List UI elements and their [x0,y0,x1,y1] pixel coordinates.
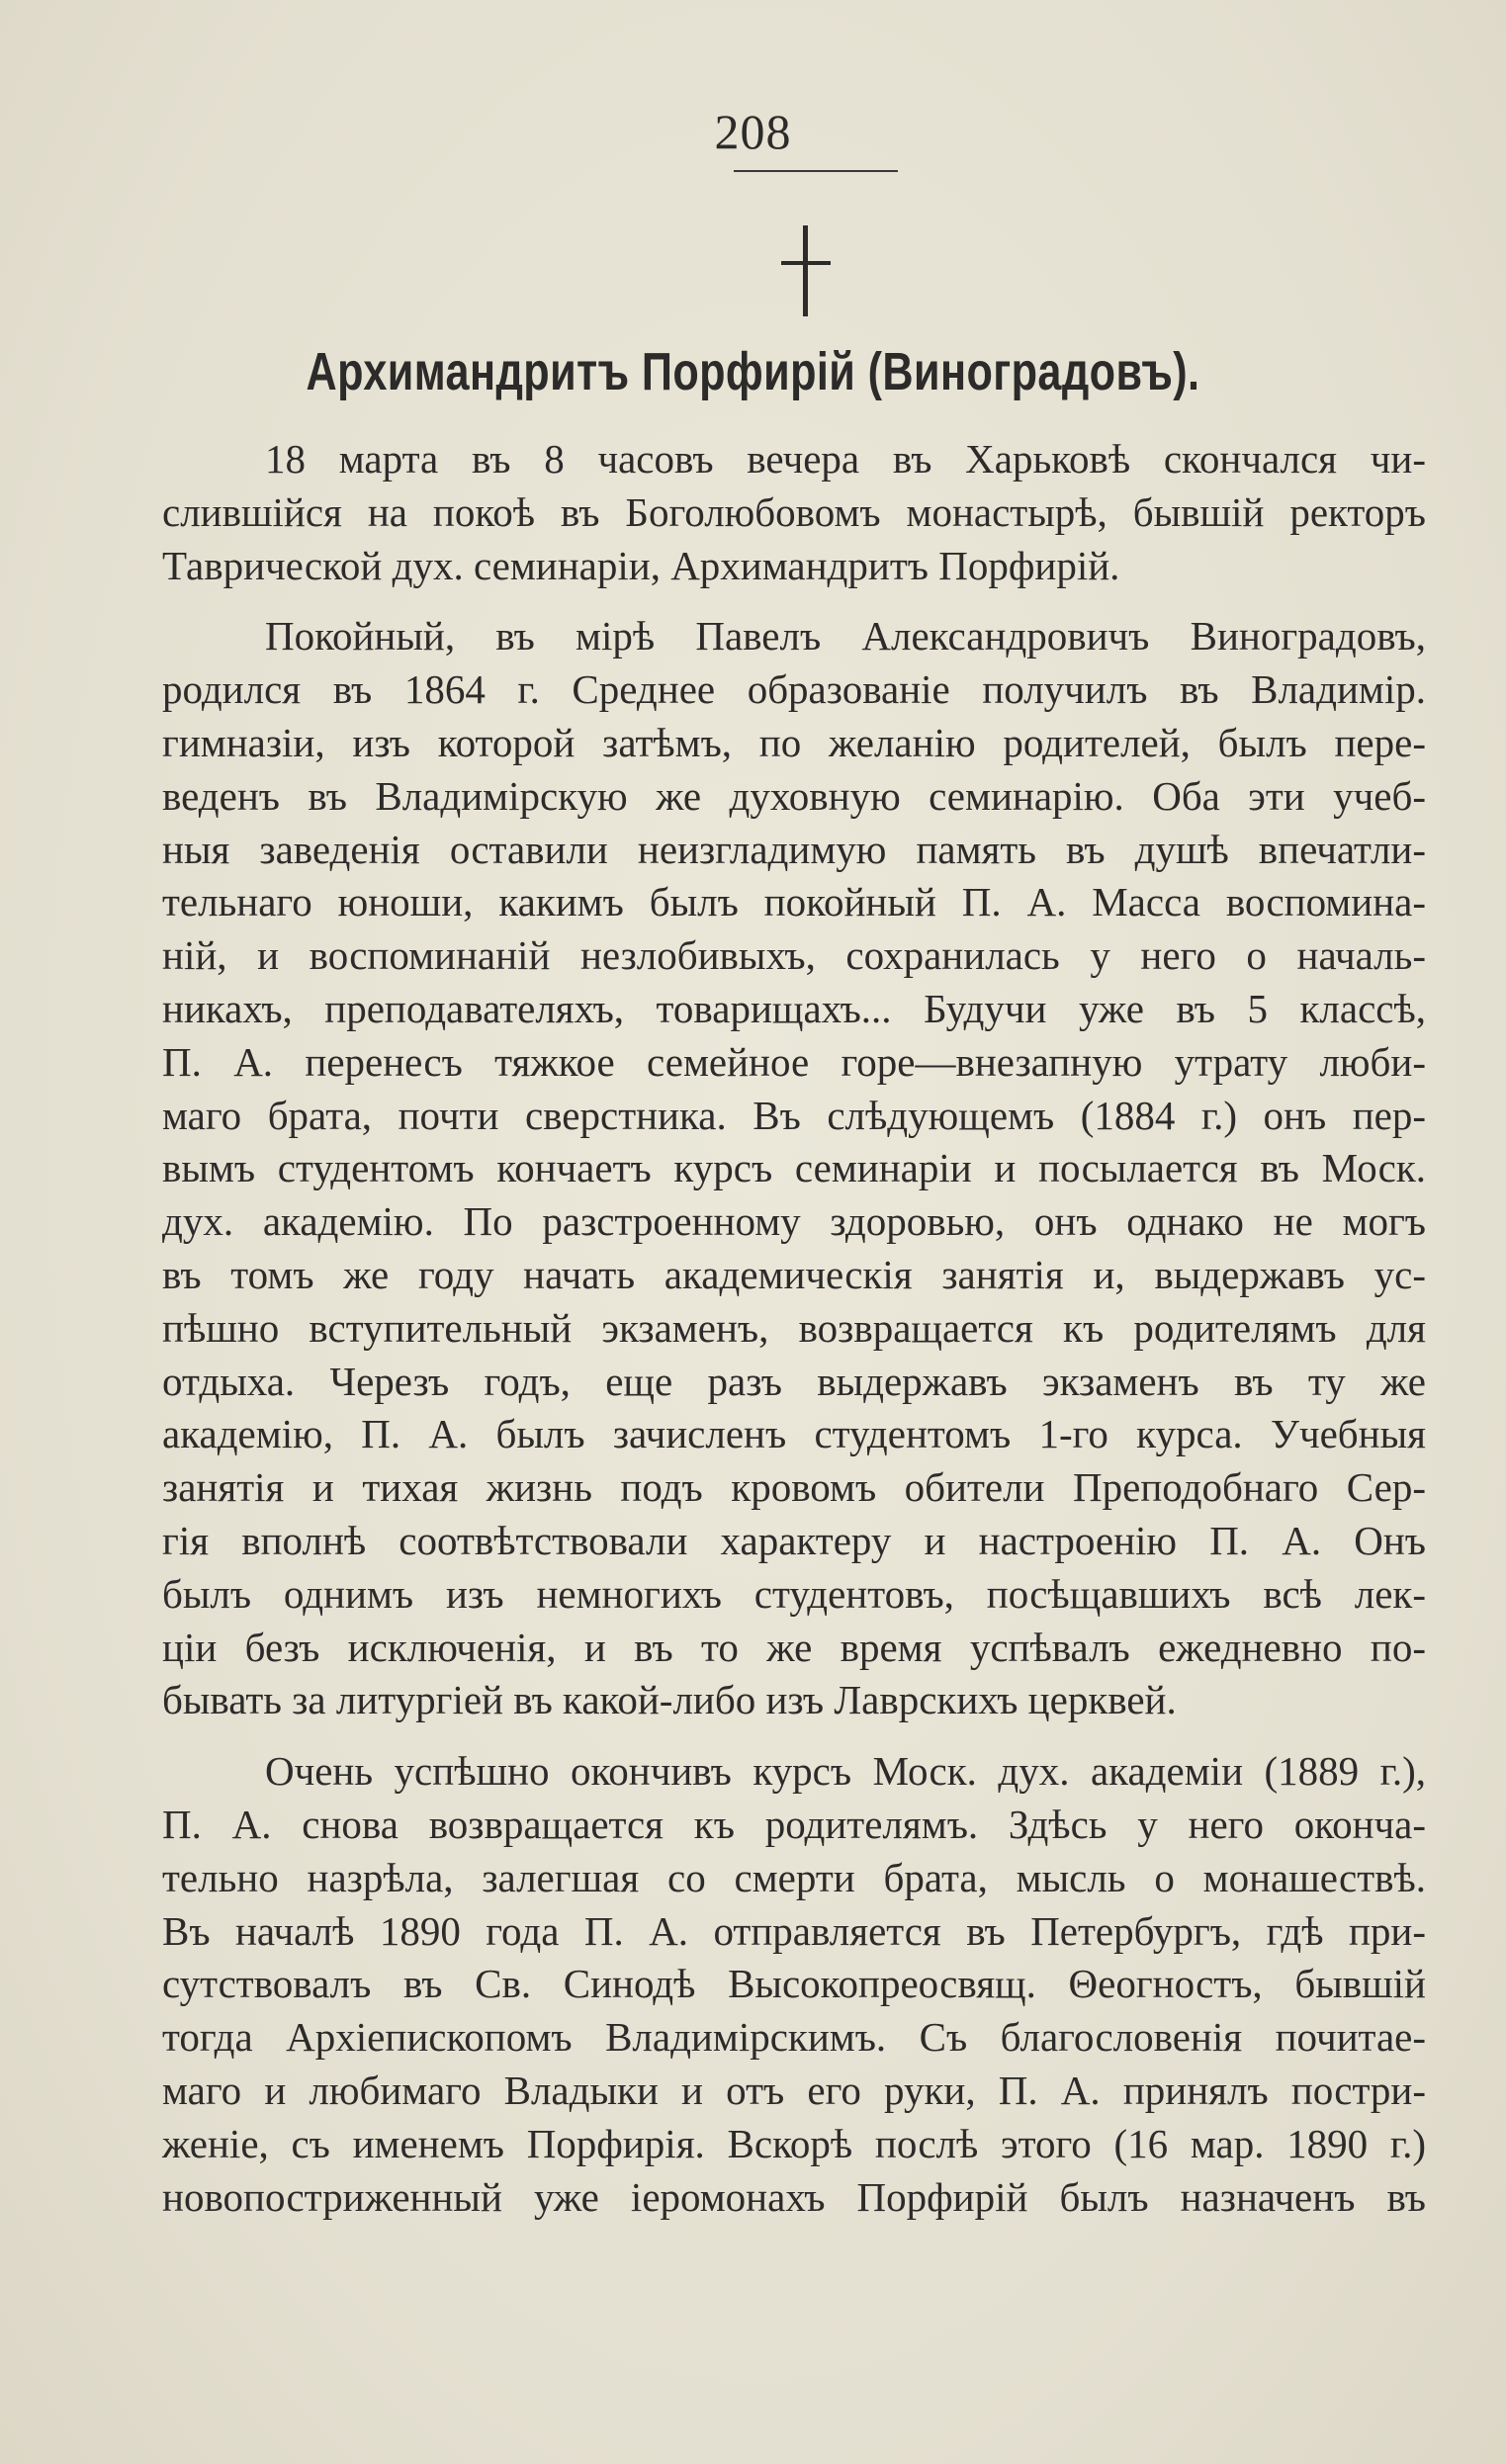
text-line: 18 марта въ 8 часовъ вечера въ Харьковѣ скончался чи- [265,436,1426,482]
text-line: бывать за литургіей въ какой-либо изъ Лаврскихъ церквей. [162,1677,1177,1723]
text-line: занятія и тихая жизнь подъ кровомъ обители Преподобнаго Сер- [162,1464,1426,1511]
cross-icon [781,225,831,316]
text-line: отдыха. Черезъ годъ, еще разъ выдержавъ экзаменъ въ ту же [162,1358,1426,1404]
text-line: тельно назрѣла, залегшая со смерти брата, мысль о монашествѣ. [162,1854,1426,1900]
text-line: Въ началѣ 1890 года П. А. отправляется въ Петербургъ, гдѣ при- [162,1907,1426,1954]
article-title: Архимандритъ Порфирій (Виноградовъ). [306,342,1200,401]
text-line: новопостриженный уже іеромонахъ Порфирій былъ назначенъ въ [162,2173,1426,2220]
page-number-rule [734,170,898,172]
text-line: родился въ 1864 г. Среднее образованіе получилъ въ Владимір. [162,666,1426,713]
paragraph [162,610,1426,1727]
text-line: Очень успѣшно окончивъ курсъ Моск. дух. академіи (1889 г.), [265,1748,1426,1795]
article-body [162,433,1426,2224]
text-line: гія вполнѣ соотвѣтствовали характеру и настроенію П. А. Онъ [162,1517,1426,1563]
text-line: ній, и воспоминаній незлобивыхъ, сохранилась у него о началь- [162,932,1426,979]
text-line: П. А. снова возвращается къ родителямъ. Здѣсь у него оконча- [162,1801,1426,1847]
text-line: маго брата, почти сверстника. Въ слѣдующемъ (1884 г.) онъ пер- [162,1092,1426,1138]
text-line: ныя заведенія оставили неизгладимую память въ душѣ впечатли- [162,826,1426,872]
text-line: ціи безъ исключенія, и въ то же время успѣвалъ ежедневно по- [162,1624,1426,1670]
text-line: былъ однимъ изъ немногихъ студентовъ, посѣщавшихъ всѣ лек- [162,1570,1426,1617]
paragraph [162,1745,1426,2224]
text-line: Покойный, въ мірѣ Павелъ Александровичъ Виноградовъ, [265,613,1426,660]
text-line: дух. академію. По разстроенному здоровью, онъ однако не могъ [162,1198,1426,1245]
text-line: веденъ въ Владимірскую же духовную семинарію. Оба эти учеб- [162,772,1426,819]
text-line: сутствовалъ въ Св. Синодѣ Высокопреосвящ. Θеогностъ, бывшій [162,1961,1426,2007]
text-line: вымъ студентомъ кончаетъ курсъ семинаріи и посылается въ Моск. [162,1145,1426,1191]
text-line: тогда Архіепископомъ Владимірскимъ. Съ благословенія почитае- [162,2014,1426,2061]
text-line: тельнаго юноши, какимъ былъ покойный П. А. Масса воспомина- [162,879,1426,925]
text-line: П. А. перенесъ тяжкое семейное горе—внезапную утрату люби- [162,1038,1426,1085]
text-line: гимназіи, изъ которой затѣмъ, по желанію родителей, былъ пере- [162,719,1426,765]
text-line: слившійся на покоѣ въ Боголюбовомъ монастырѣ, бывшій ректоръ [162,488,1426,535]
text-line: въ томъ же году начать академическія занятія и, выдержавъ ус- [162,1251,1426,1297]
text-line: академію, П. А. былъ зачисленъ студентомъ 1-го курса. Учебныя [162,1411,1426,1457]
text-line: маго и любимаго Владыки и отъ его руки, П. А. принялъ постри- [162,2067,1426,2113]
text-line: пѣшно вступительный экзаменъ, возвращается къ родителямъ для [162,1304,1426,1351]
text-line: женіе, съ именемъ Порфирія. Вскорѣ послѣ этого (16 мар. 1890 г.) [162,2120,1426,2166]
text-line: никахъ, преподавателяхъ, товарищахъ... Будучи уже въ 5 классѣ, [162,985,1426,1031]
page-number: 208 [714,104,792,159]
text-line: Таврической дух. семинаріи, Архимандритъ Порфирій. [162,542,1120,588]
paragraph [162,433,1426,592]
